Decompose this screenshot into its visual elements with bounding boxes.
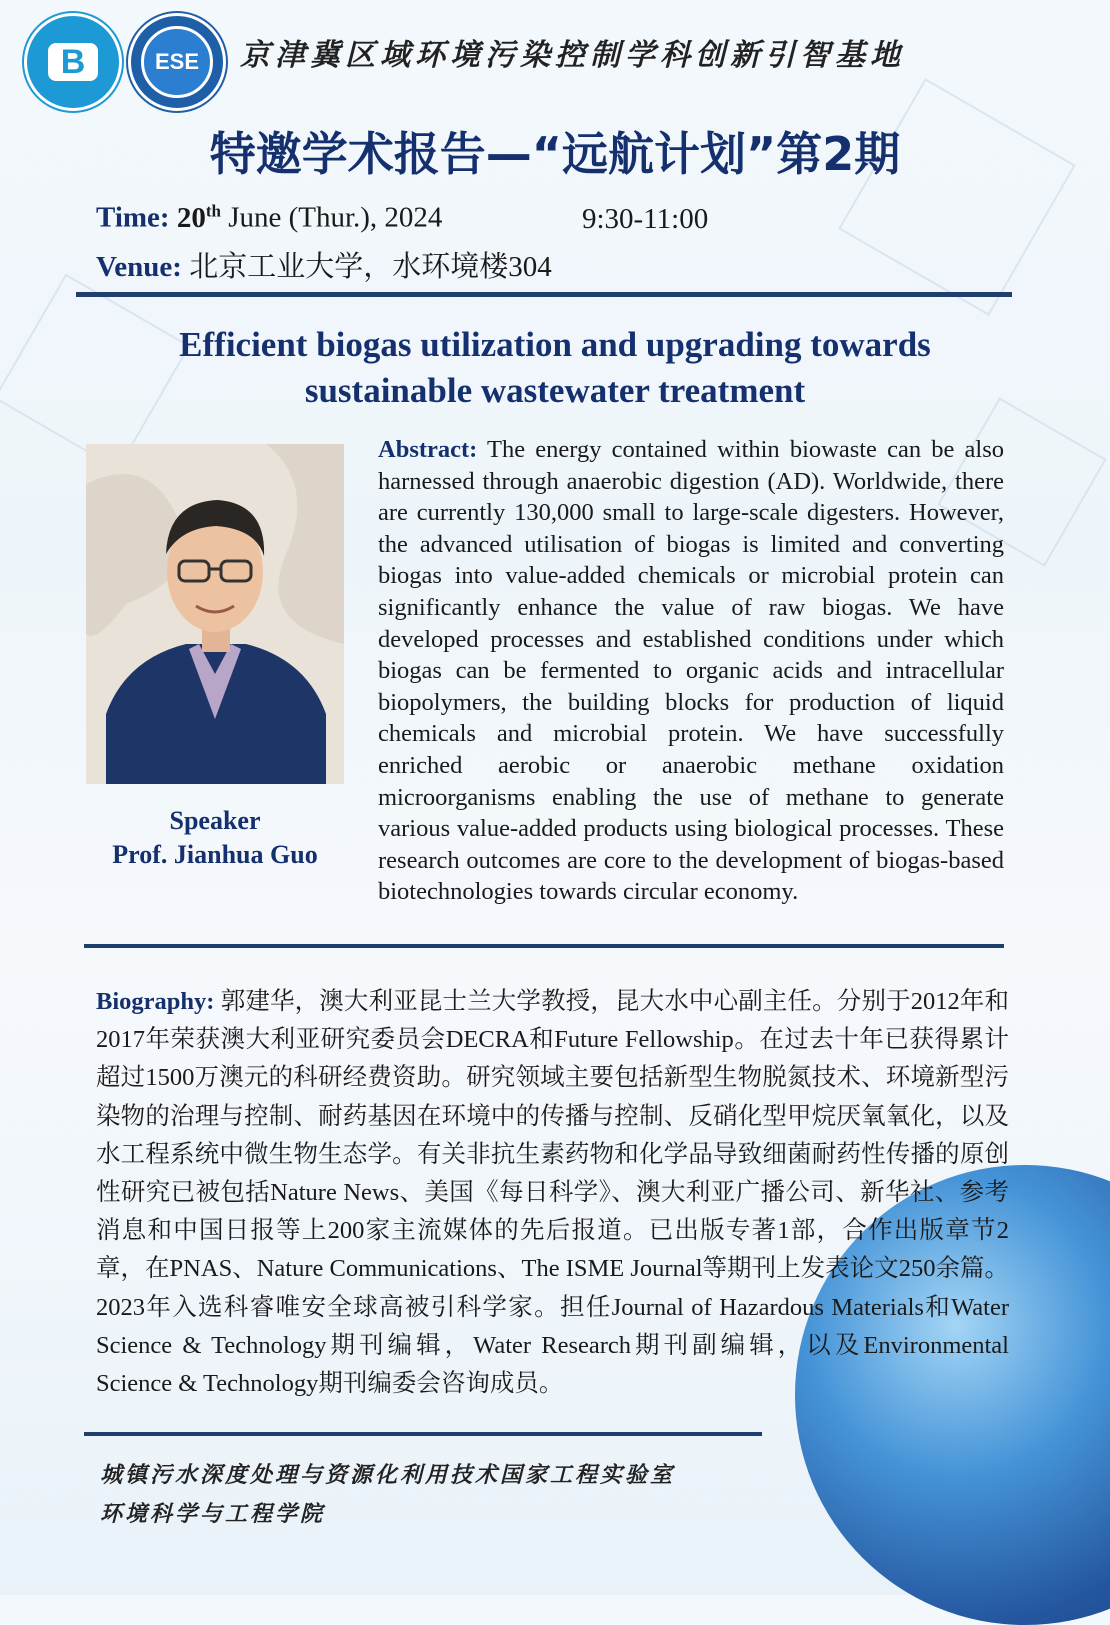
- divider-bottom: [84, 1432, 762, 1436]
- biography: [96, 983, 1009, 1403]
- abstract-text: The energy contained within biowaste can be also harnessed through anaerobic digestion (AD). Worldwide, there are currently 130,000 small to large-scale digesters. However, the advanced utilisation of biogas is limited and converting biogas into value-added chemicals or microbial protein can significantly enhance the value of raw biogas. We have developed processes and established conditions under which biogas can be fermented to organic acids and intracellular biopolymers, the building blocks for production of liquid chemicals and microbial protein. We have successfully enriched aerobic or anaerobic methane oxidation microorganisms enabling the use of methane to generate various value-added products using biological processes. These research outcomes are core to the development of biogas-based biotechnologies towards circular economy.: [378, 436, 1004, 906]
- speaker-photo: [86, 444, 344, 784]
- biography-text: 郭建华，澳大利亚昆士兰大学教授，昆大水中心副主任。分别于2012年和2017年荣获澳大利亚研究委员会DECRA和Future Fellowship。在过去十年已获得累计超过1500万澳元的科研经费资助。研究领域主要包括新型生物脱氮技术、环境新型污染物的治理与控制、耐药基因在环境中的传播与控制、反硝化型甲烷厌氧氧化，以及水工程系统中微生物生态学。有关非抗生素药物和化学品导致细菌耐药性传播的原创性研究已被包括Nature News、美国《每日科学》、澳大利亚广播公司、新华社、参考消息和中国日报等上200家主流媒体的先后报道。已出版专著1部，合作出版章节2章，在PNAS、Nature Communications、The ISME Journal等期刊上发表论文250余篇。2023年入选科睿唯安全球高被引科学家。担任Journal of Hazardous Materials和Water Science & Technology期刊编辑，Water Research期刊副编辑，以及Environmental Science & Technology期刊编委会咨询成员。: [96, 988, 1010, 1398]
- time-label: Time:: [96, 201, 170, 234]
- talk-title: [60, 322, 1050, 414]
- speaker-photo-illustration: [86, 444, 344, 784]
- venue-label: Venue:: [96, 251, 182, 283]
- footer-lab-name: 城镇污水深度处理与资源化利用技术国家工程实验室: [100, 1462, 676, 1488]
- speaker-label: Speaker: [169, 806, 261, 835]
- ese-logo: [128, 13, 226, 111]
- base-title: 京津冀区域环境污染控制学科创新引智基地: [240, 38, 905, 73]
- time-date: June (Thur.), 2024: [228, 201, 443, 234]
- talk-title-line2: sustainable wastewater treatment: [304, 371, 806, 410]
- abstract-label: Abstract:: [378, 436, 478, 463]
- page-title: 特邀学术报告—“远航计划”第2期: [209, 127, 901, 181]
- bjut-logo: [24, 13, 122, 111]
- time-line: [96, 201, 442, 235]
- biography-label: Biography:: [96, 988, 215, 1015]
- speaker-name: Prof. Jianhua Guo: [112, 840, 318, 869]
- divider-top: [76, 292, 1012, 297]
- background-hexagon: [838, 78, 1076, 316]
- talk-title-line1: Efficient biogas utilization and upgrading towards: [179, 325, 931, 364]
- time-range: 9:30-11:00: [582, 203, 709, 235]
- divider-middle: [84, 944, 1004, 948]
- abstract: [378, 434, 1004, 908]
- bjut-logo-mark: B: [48, 43, 98, 81]
- time-day-suffix: th: [205, 201, 221, 220]
- venue-line: [96, 244, 552, 285]
- time-day: 20: [176, 201, 206, 234]
- venue-value: 北京工业大学，水环境楼304: [189, 251, 552, 283]
- footer-school-name: 环境科学与工程学院: [100, 1501, 326, 1527]
- ese-logo-mark: ESE: [141, 26, 213, 98]
